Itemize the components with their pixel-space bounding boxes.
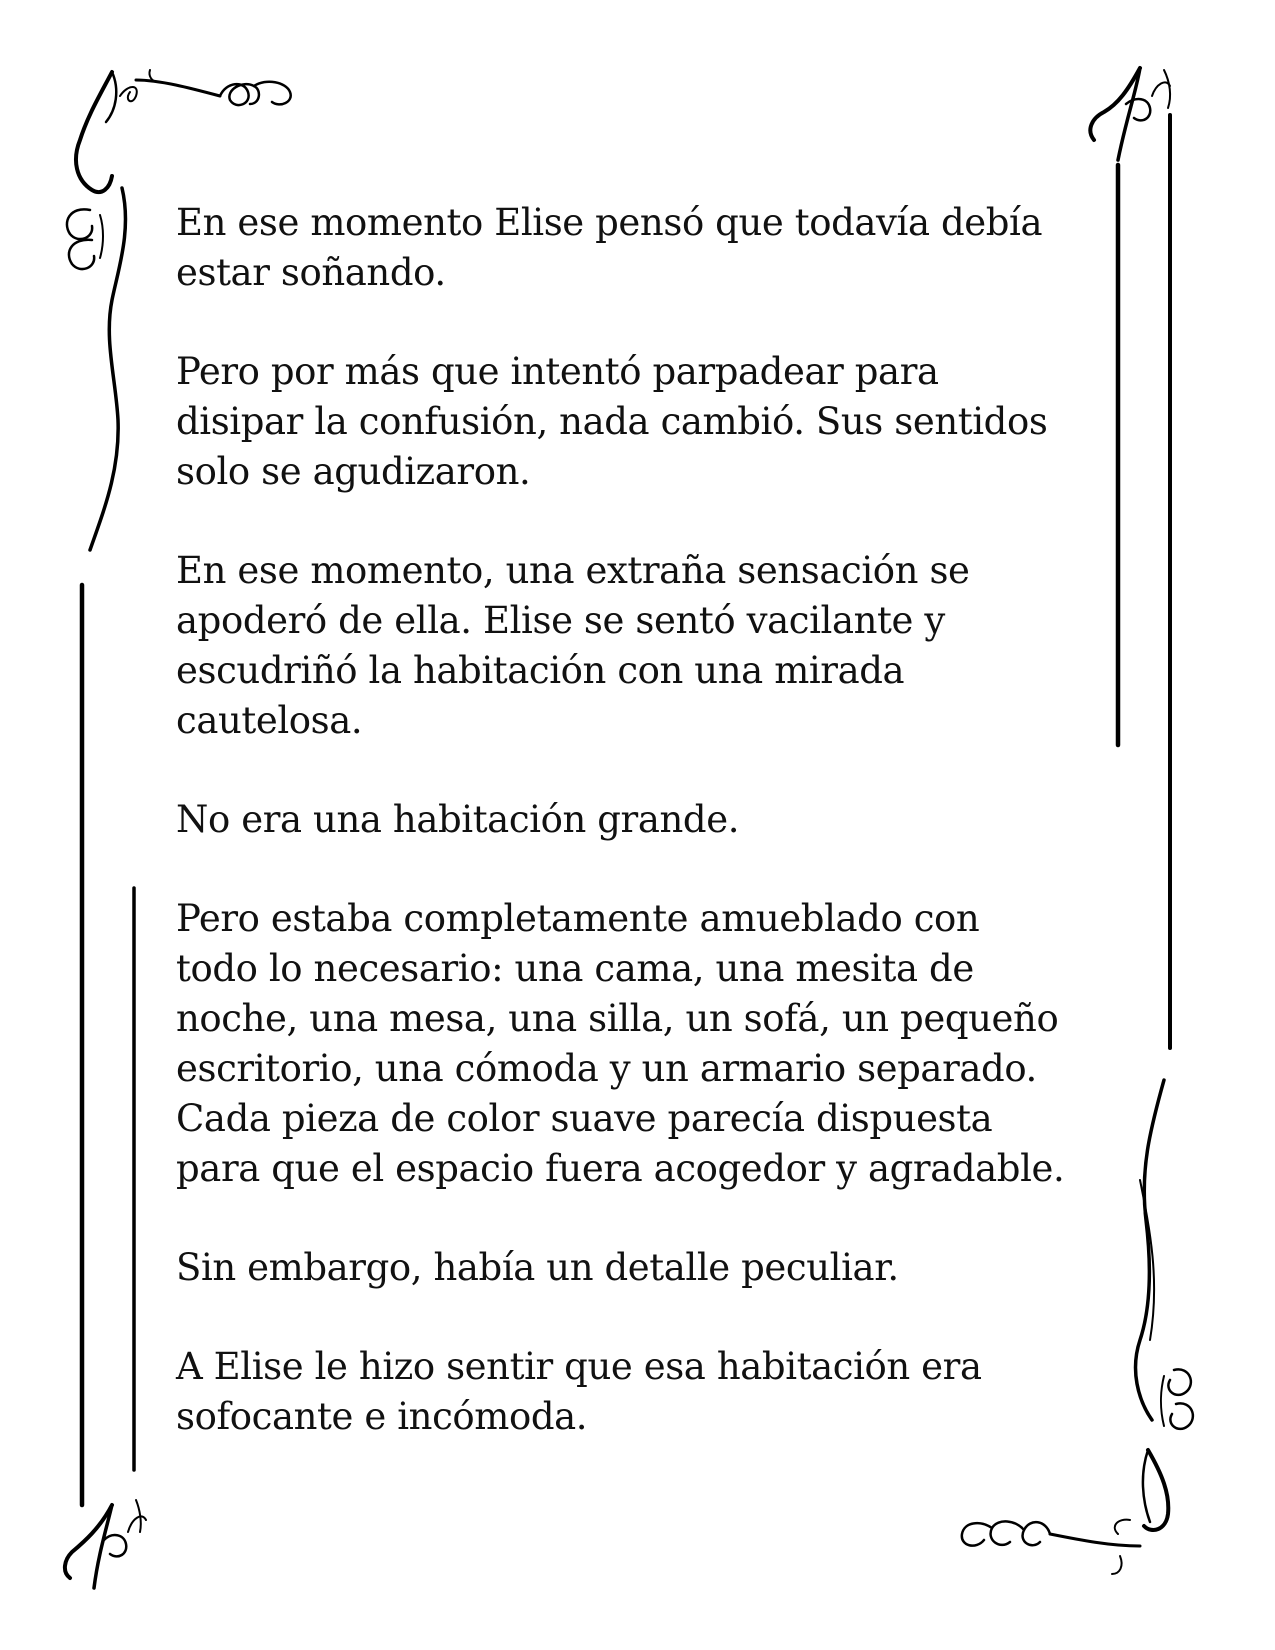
paragraph-5: Pero estaba completamente amueblado con todo lo necesario: una cama, una mesita de noche, una mesa, una silla, un sofá, un pequeño escritorio, una cómoda y un armario separado. Cada pieza de color suave parecía dispuesta para que el espacio fuera acogedor y agradable.	[176, 897, 1065, 1190]
story-text	[176, 198, 1116, 1491]
paragraph-2: Pero por más que intentó parpadear para disipar la confusión, nada cambió. Sus sentidos solo se agudizaron.	[176, 350, 1048, 493]
flourish-corner-bottom-left-icon	[65, 1500, 146, 1588]
paragraph-1: En ese momento Elise pensó que todavía debía estar soñando.	[176, 201, 1043, 294]
flourish-corner-top-right-icon	[1090, 68, 1170, 160]
paragraph-6: Sin embargo, había un detalle peculiar.	[176, 1246, 899, 1289]
paragraph-4: No era una habitación grande.	[176, 798, 740, 841]
paragraph-7: A Elise le hizo sentir que esa habitación era sofocante e incómoda.	[176, 1345, 982, 1438]
paragraph-3: En ese momento, una extraña sensación se apoderó de ella. Elise se sentó vacilante y escudriñó la habitación con una mirada cautelosa.	[176, 549, 970, 742]
